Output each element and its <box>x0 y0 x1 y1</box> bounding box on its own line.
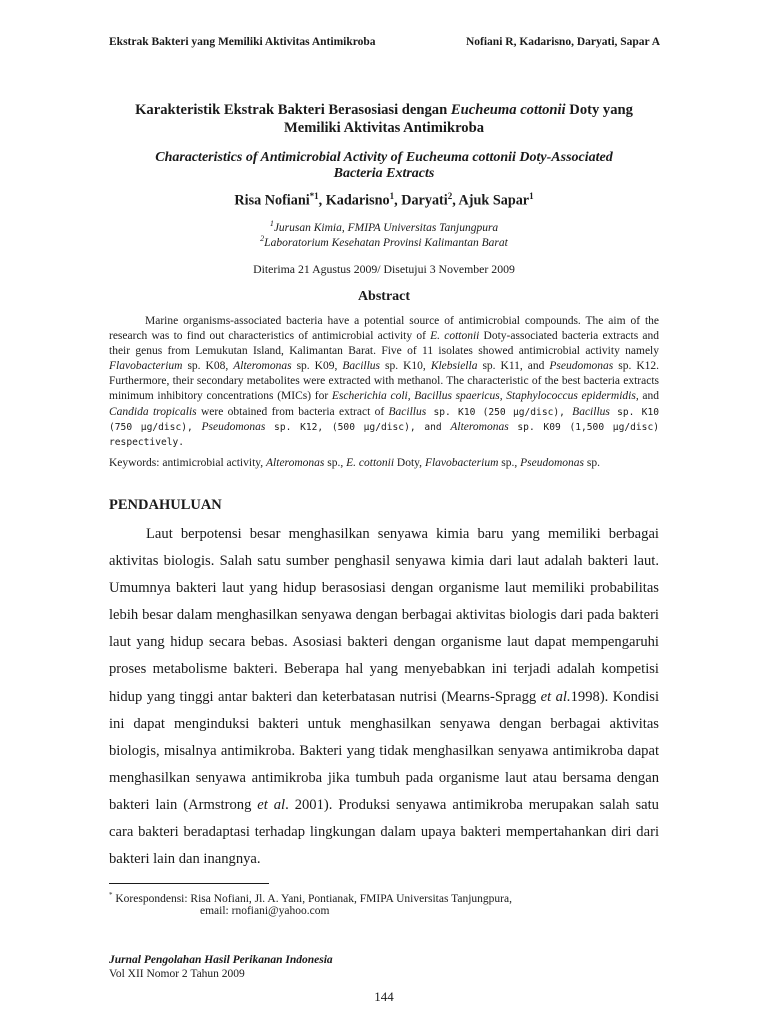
author-affiliation-mark: *1 <box>309 191 319 201</box>
title-en-line-1: Characteristics of Antimicrobial Activity of Eucheuma cottonii Doty-Associated <box>155 150 613 165</box>
introduction-paragraph <box>109 521 659 873</box>
keyword-text: sp., <box>324 457 347 469</box>
organism-names: Escherichia coli, Bacillus spaericus, Staphylococcus epidermidis, <box>331 390 639 403</box>
author-separator: , <box>452 192 459 209</box>
title-species: Eucheuma cottonii <box>450 102 566 118</box>
author-affiliation-mark: 1 <box>389 191 395 201</box>
footnote-divider <box>109 883 269 884</box>
running-head-title: Ekstrak Bakteri yang Memiliki Aktivitas Antimikroba <box>109 36 376 48</box>
keyword-genus: Pseudomonas <box>520 457 585 469</box>
genus-name: Bacillus <box>388 405 427 418</box>
author-affiliation-mark: 1 <box>529 191 534 201</box>
affiliation-1 <box>0 219 768 234</box>
abstract-body <box>109 314 659 450</box>
mic-value: sp. K10 (250 µg/disc), <box>426 406 573 418</box>
author-name: Ajuk Sapar <box>458 192 530 209</box>
journal-name: Jurnal Pengolahan Hasil Perikanan Indonesia <box>109 954 333 966</box>
section-heading: PENDAHULUAN <box>109 497 222 513</box>
author-name: Kadarisno <box>325 192 390 209</box>
abstract-text: sp. K12. Furthermore, their secondary metabolites were extracted with methanol. The characteristic of the best bacteria extracts minimum inhibitory concentrations (MICs) for <box>109 360 660 403</box>
affiliation-mark: 1 <box>269 219 274 228</box>
title-text-tail: Doty yang <box>565 102 633 118</box>
affiliation-2 <box>0 234 768 249</box>
genus-name: Klebsiella <box>430 360 478 373</box>
journal-volume: Vol XII Nomor 2 Tahun 2009 <box>109 968 245 980</box>
author-name: Daryati <box>401 192 448 209</box>
footnote-correspondence <box>109 891 512 905</box>
affiliation-text: Jurusan Kimia, FMIPA Universitas Tanjungpura <box>273 221 499 234</box>
author-name: Risa Nofiani <box>234 192 310 209</box>
keyword-text: Doty, <box>394 457 425 469</box>
affiliation-mark: 2 <box>260 234 265 243</box>
genus-name: Bacillus <box>572 405 610 418</box>
mic-value: sp. K09 (1,500 µg/disc) respectively. <box>109 421 659 448</box>
author-affiliation-mark: 2 <box>447 191 453 201</box>
paper-title <box>100 101 668 137</box>
keyword-genus: Alteromonas <box>266 457 325 469</box>
mic-value: sp. K12, (500 µg/disc), and <box>265 421 451 433</box>
genus-name: Flavobacterium <box>109 360 183 373</box>
organism-name: Candida tropicalis <box>109 405 197 418</box>
species-name: E. cottonii <box>430 330 480 343</box>
keyword-genus: Flavobacterium <box>424 457 499 469</box>
body-text: Laut berpotensi besar menghasilkan senyawa kimia baru yang memiliki berbagai aktivitas biologis. Salah satu sumber penghasil senyawa kimia dari laut adalah bakteri laut. Umumnya bakteri laut yang hidup berasosiasi dengan organisme laut memiliki probabilitas lebih besar dalam menghasilkan senyawa dengan berbagai aktivitas biologis dari pada bakteri laut yang hidup secara bebas. Asosiasi bakteri dengan organisme laut dapat mempengaruhi proses metabolisme bakteri. Beberapa hal yang menyebabkan ini terjadi adalah kompetisi hidup yang tinggi antar bakteri dan keterbatasan nutrisi (Mearns-Spragg <box>109 526 659 705</box>
title-text: Karakteristik Ekstrak Bakteri Berasosiasi dengan <box>135 102 451 118</box>
footnote-mark: * <box>109 891 113 899</box>
citation-et-al: et al <box>257 796 286 813</box>
received-accepted-dates: Diterima 21 Agustus 2009/ Disetujui 3 November 2009 <box>253 262 515 276</box>
abstract-text: and <box>638 390 659 403</box>
title-line-2: Memiliki Aktivitas Antimikroba <box>283 120 484 136</box>
running-head-authors: Nofiani R, Kadarisno, Daryati, Sapar A <box>465 36 660 48</box>
running-head <box>109 36 660 48</box>
genus-name: Alteromonas <box>450 420 509 433</box>
genus-name: Pseudomonas <box>549 360 614 373</box>
paper-title-english <box>110 150 658 182</box>
abstract-text: were obtained from bacteria extract of <box>196 405 389 418</box>
title-en-line-2: Bacteria Extracts <box>333 166 435 181</box>
abstract-heading: Abstract <box>357 289 411 304</box>
keywords <box>109 457 661 469</box>
page-number: 144 <box>374 989 394 1004</box>
abstract-text: Marine organisms-associated bacteria have a potential source of antimicrobial compounds. The aim of the research was to find out characteristics of antimicrobial activity of <box>109 315 659 343</box>
abstract-text: Doty-associated bacteria extracts and their genus from Lemukutan Island, Kalimantan Barat. Five of 11 isolates showed antimicrobial activity namely <box>109 330 660 358</box>
keyword-text: sp. <box>584 457 600 469</box>
abstract-text: sp. K08, <box>182 360 234 373</box>
author-list <box>0 191 768 210</box>
author-separator: , <box>318 192 326 209</box>
abstract-text: sp. K10, <box>380 360 431 373</box>
abstract-text: sp. K11, and <box>477 360 550 373</box>
affiliation-text: Laboratorium Kesehatan Provinsi Kalimantan Barat <box>264 236 508 249</box>
citation-et-al: et al. <box>540 688 571 705</box>
genus-name: Alteromonas <box>233 360 292 373</box>
abstract-text: sp. K09, <box>291 360 343 373</box>
footnote-email: email: rnofiani@yahoo.com <box>200 905 330 917</box>
genus-name: Pseudomonas <box>201 420 266 433</box>
keyword-text: sp., <box>498 457 521 469</box>
keywords-label: Keywords: antimicrobial activity, <box>109 457 267 469</box>
footnote-text: Korespondensi: Risa Nofiani, Jl. A. Yani, Pontianak, FMIPA Universitas Tanjungpura, <box>112 892 512 905</box>
body-text: 1998). Kondisi ini dapat menginduksi bakteri untuk menghasilkan senyawa dengan berbagai aktivitas biologis, misalnya antimikroba. Bakteri yang tidak menghasilkan senyawa antimikroba dapat menghasilkan senyawa antimikroba jika tumbuh pada organisme laut atau bersama dengan bakteri lain (Armstrong <box>109 688 659 813</box>
author-separator: , <box>394 192 402 209</box>
mic-value: sp. K10 (750 µg/disc), <box>109 406 660 433</box>
genus-name: Bacillus <box>342 360 381 373</box>
body-text: . 2001). Produksi senyawa antimikroba merupakan salah satu cara bakteri beradaptasi terhadap lingkungan dalam upaya bakteri mempertahankan diri dari bakteri lain dan inangnya. <box>109 796 659 868</box>
keyword-species: E. cottonii <box>346 457 395 469</box>
